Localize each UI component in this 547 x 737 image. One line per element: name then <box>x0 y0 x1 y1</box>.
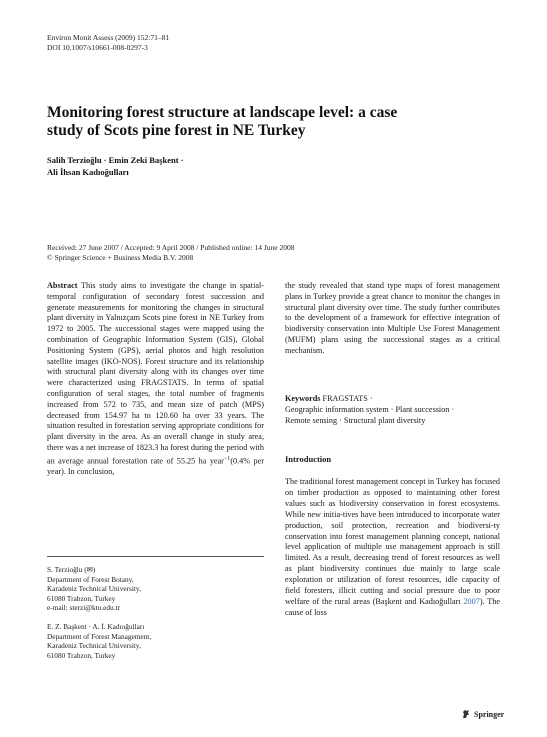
abstract-text-end: (0.4% per year). In conclusion, <box>47 456 264 477</box>
affiliation-2 <box>47 622 151 660</box>
abstract-continuation: the study revealed that stand type maps of forest management plans in Turkey provide a great chance to monitor the changes in structural plant diversity over time. The study further contributes to the development of a framework for effective integration of biodiversity conservation into Multiple Use Forest Management (MUFM) plans using the successional stages as a critical mechanism. <box>285 281 500 355</box>
publisher-name: Springer <box>474 709 505 719</box>
keywords-block <box>285 393 500 426</box>
introduction-text <box>285 477 500 619</box>
introduction-heading: Introduction <box>285 454 332 464</box>
authors-line-2: Ali İhsan Kadıoğulları <box>47 166 129 177</box>
affiliation-2-univ: Karadeniz Technical University, <box>47 641 141 651</box>
affiliation-divider <box>47 556 264 557</box>
affiliation-2-city: 61080 Trabzon, Turkey <box>47 650 116 660</box>
affiliation-1-city: 61080 Trabzon, Turkey <box>47 593 116 603</box>
copyright-line: © Springer Science + Business Media B.V. 2008 <box>47 253 194 262</box>
authors-line-1: Salih Terzioğlu · Emin Zeki Başkent · <box>47 155 184 165</box>
abstract-text: This study aims to investigate the change in spatial-temporal configuration of secondary forest succession and generate measurements for monitoring the changes in structural plant diversity in Yalnızçam Scots pine forest in NE Turkey from 1972 to 2005. The successional stages were mapped using the combination of Geographic Information System (GIS), Global Positioning System (GPS), aerial photos and high resolution satellite images (IKO-NOS). Forest structure and its relationship with structural plant diversity along with its changes over time were characterized using FRAGSTATS. In terms of spatial configuration of seral stages, the total number of fragments increased from 572 to 735, and mean size of patch (MPS) decreased from 154.97 ha to 120.60 ha over 33 years. The situation resulted in forestation serving appropriate conditions for plant diversity in the area. As an overall change in study area, there was a net increase of 1823.3 ha forest during the period with an average annual forestation rate of 55.25 ha year <box>47 281 264 466</box>
keyword-fragstats: FRAGSTATS · <box>322 394 373 403</box>
journal-doi[interactable]: DOI 10.1007/s10661-008-0297-3 <box>47 43 148 52</box>
affiliation-2-dept: Department of Forest Management, <box>47 631 152 641</box>
journal-header <box>47 33 169 53</box>
publication-history <box>47 243 294 263</box>
affiliation-1-univ: Karadeniz Technical University, <box>47 584 141 594</box>
title-line-1: Monitoring forest structure at landscape level: a case <box>47 104 398 121</box>
affiliation-1-dept: Department of Forest Botany, <box>47 574 134 584</box>
affiliation-1 <box>47 565 141 613</box>
keywords-line-2: Geographic information system · Plant succession · <box>285 405 455 414</box>
keywords-line-1 <box>285 393 500 404</box>
abstract-column-left <box>47 281 264 478</box>
keywords-label: Keywords <box>285 394 321 403</box>
affiliation-2-name: E. Z. Başkent · A. İ. Kadıoğulları <box>47 622 145 631</box>
abstract-superscript: −1 <box>223 455 231 462</box>
history-dates: Received: 27 June 2007 / Accepted: 9 April 2008 / Published online: 14 June 2008 <box>47 243 295 252</box>
citation-link[interactable]: 2007 <box>463 596 480 606</box>
abstract-label: Abstract <box>47 281 78 290</box>
author-list <box>47 155 184 178</box>
affiliation-1-email[interactable]: e-mail: sterzi@ktu.edu.tr <box>47 603 120 613</box>
article-title <box>47 104 487 140</box>
abstract-column-right <box>285 281 500 357</box>
affiliation-1-name: S. Terzioğlu (✉) <box>47 565 96 574</box>
introduction-paragraph: The traditional forest management concept in Turkey has focused on timber production as opposed to maintaining other forest values such as biodiversity conservation in forest ecosystems. While new initia-tives have been introduced to incorporate water production, soil protection, recreation and biodiversi-ty conservation into forest management planning concept, national level application of multiple use management approach is still limited. As a result, decreasing trend of forest resources as well as plant biodiversity continues due mainly to large scale exploration or utilization of forest resources, idle capacity of field foresters, illicit cutting and social pressure due to poor welfare of the rural areas (Başkent and Kadıoğulları <box>285 477 500 606</box>
publisher-logo <box>461 709 504 719</box>
journal-citation: Environ Monit Assess (2009) 152:71–81 <box>47 33 170 42</box>
keywords-line-3: Remote sensing · Structural plant diversity <box>285 416 426 425</box>
springer-horse-icon <box>461 709 471 719</box>
title-line-2: study of Scots pine forest in NE Turkey <box>47 122 306 139</box>
introduction-paragraph-end: ). The cause of loss <box>285 596 500 617</box>
